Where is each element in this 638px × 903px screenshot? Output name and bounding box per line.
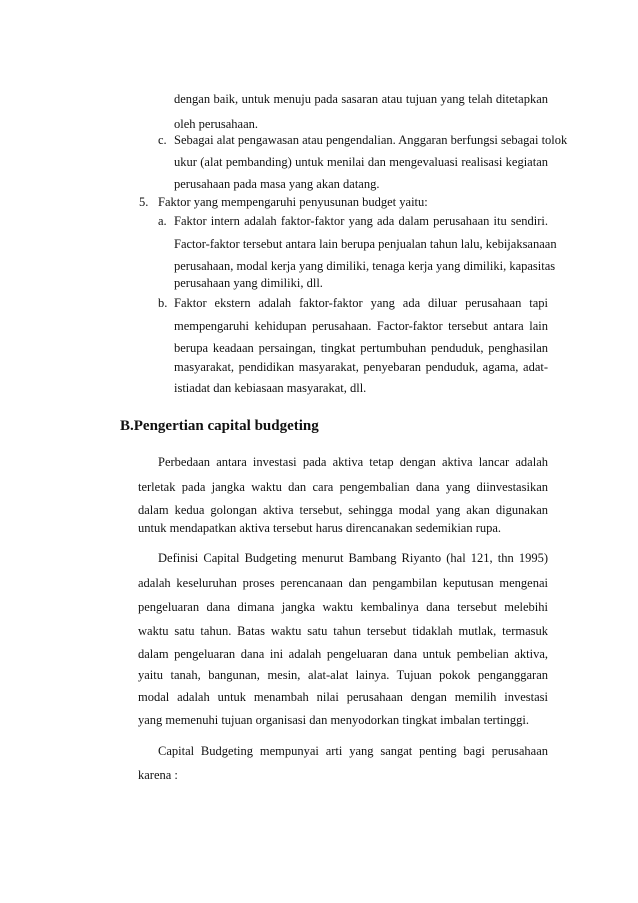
list-item-5b-line: berupa keadaan persaingan, tingkat pertumbuhan penduduk, penghasilan xyxy=(174,341,548,355)
paragraph-line: pengeluaran dana dimana jangka waktu kembalinya dana tersebut melebihi xyxy=(138,600,548,614)
list-marker: a. xyxy=(158,214,167,228)
list-marker: b. xyxy=(158,296,168,310)
list-item-c-line: Sebagai alat pengawasan atau pengendalian. Anggaran berfungsi sebagai tolok xyxy=(174,133,568,147)
item-b-continued-line: oleh perusahaan. xyxy=(174,117,258,131)
paragraph-line: yang memenuhi tujuan organisasi dan menyodorkan tingkat imbalan tertinggi. xyxy=(138,713,530,727)
list-item-5-text: Faktor yang mempengaruhi penyusunan budget yaitu: xyxy=(158,195,428,209)
list-item-5b-line: mempengaruhi kehidupan perusahaan. Factor-faktor tersebut antara lain xyxy=(174,319,548,333)
paragraph-line: waktu satu tahun. Batas waktu satu tahun tersebut tidaklah mutlak, termasuk xyxy=(138,624,548,638)
list-item-5a-line: Faktor intern adalah faktor-faktor yang ada dalam perusahaan itu sendiri. xyxy=(174,214,548,228)
list-marker: c. xyxy=(158,133,167,147)
list-item-5a-line: perusahaan, modal kerja yang dimiliki, tenaga kerja yang dimiliki, kapasitas xyxy=(174,259,556,273)
list-item-c-line: perusahaan pada masa yang akan datang. xyxy=(174,177,380,191)
paragraph-line: dalam kedua golongan aktiva tersebut, sehingga modal yang akan digunakan xyxy=(138,503,548,517)
list-item-5a-line: Factor-faktor tersebut antara lain berupa penjualan tahun lalu, kebijaksanaan xyxy=(174,237,557,251)
list-item-5b-line: istiadat dan kebiasaan masyarakat, dll. xyxy=(174,381,367,395)
list-item-5b-line: Faktor ekstern adalah faktor-faktor yang ada diluar perusahaan tapi xyxy=(174,296,548,310)
list-marker: 5. xyxy=(139,195,149,209)
paragraph-line: Capital Budgeting mempunyai arti yang sangat penting bagi perusahaan xyxy=(158,744,548,758)
item-b-continued-line: dengan baik, untuk menuju pada sasaran atau tujuan yang telah ditetapkan xyxy=(174,92,548,106)
section-heading: B.Pengertian capital budgeting xyxy=(120,418,319,434)
paragraph-line: untuk mendapatkan aktiva tersebut harus direncanakan sedemikian rupa. xyxy=(138,521,502,535)
list-item-5a-line: perusahaan yang dimiliki, dll. xyxy=(174,276,323,290)
paragraph-line: adalah keseluruhan proses perencanaan dan pengambilan keputusan mengenai xyxy=(138,576,548,590)
list-item-c-line: ukur (alat pembanding) untuk menilai dan mengevaluasi realisasi kegiatan xyxy=(174,155,548,169)
paragraph-line: modal adalah untuk menambah nilai perusahaan dengan memilih investasi xyxy=(138,690,548,704)
list-item-5b-line: masyarakat, pendidikan masyarakat, penyebaran penduduk, agama, adat- xyxy=(174,360,548,374)
paragraph-line: yaitu tanah, bangunan, mesin, alat-alat lainya. Tujuan pokok penganggaran xyxy=(138,668,548,682)
paragraph-line: dalam pengeluaran dana ini adalah pengeluaran dana untuk pembelian aktiva, xyxy=(138,647,548,661)
paragraph-line: Definisi Capital Budgeting menurut Bambang Riyanto (hal 121, thn 1995) xyxy=(158,551,548,565)
paragraph-line: terletak pada jangka waktu dan cara pengembalian dana yang diinvestasikan xyxy=(138,480,548,494)
paragraph-line: karena : xyxy=(138,768,178,782)
paragraph-line: Perbedaan antara investasi pada aktiva tetap dengan aktiva lancar adalah xyxy=(158,455,548,469)
